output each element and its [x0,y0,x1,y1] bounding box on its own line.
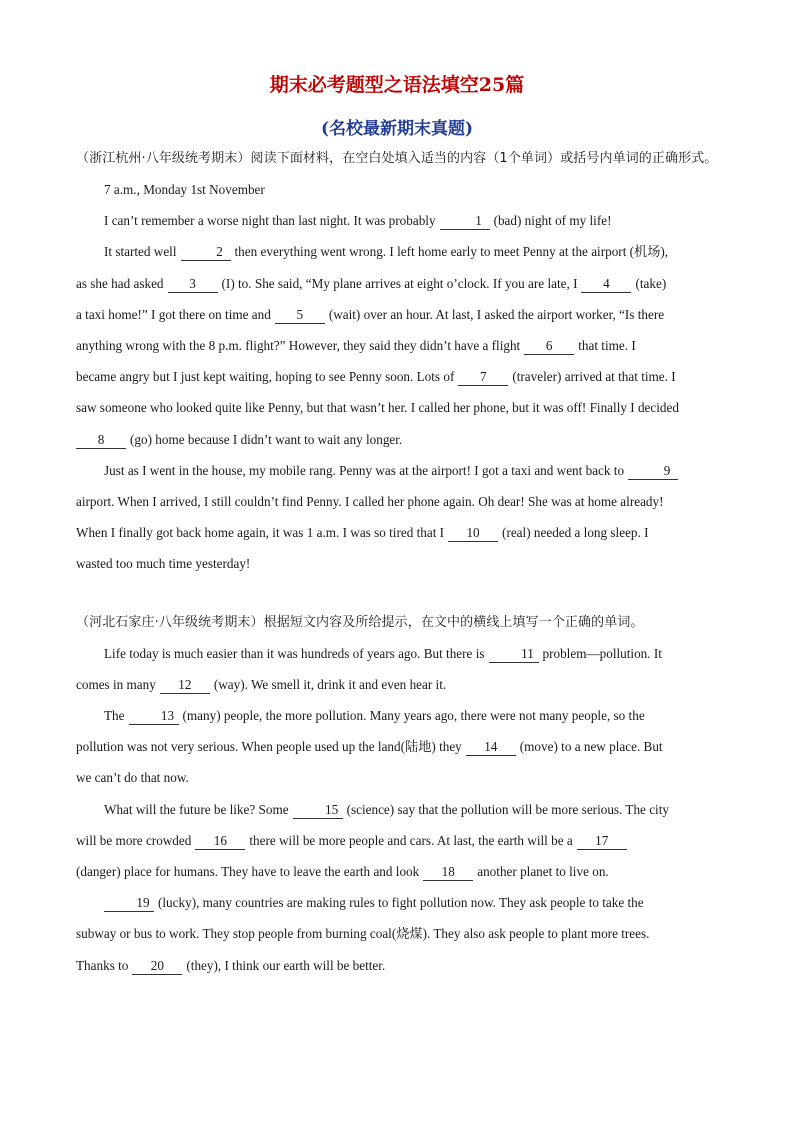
passage-line [76,299,718,330]
section2-passage [76,638,718,981]
passage-line [76,330,718,361]
passage-line [76,918,718,949]
blank-4[interactable]: 4 [581,276,631,293]
blank-17[interactable]: 17 [577,833,627,850]
text: (go) home because I didn’t want to wait any longer. [130,431,403,447]
blank-9[interactable]: 9 [628,463,678,480]
text: (science) say that the pollution will be more serious. The city [346,801,669,817]
blank-3[interactable]: 3 [168,276,218,293]
passage-line [76,548,718,579]
blank-8[interactable]: 8 [76,432,126,449]
section-gap [76,580,718,604]
passage-line [76,174,718,205]
blank-12[interactable]: 12 [160,677,210,694]
blank-19[interactable]: 19 [104,895,154,912]
text: problem—pollution. It [542,645,662,661]
text: It started well [104,244,177,260]
text: (lucky), many countries are making rules to fight pollution now. They ask people to take the [158,895,644,911]
text: Thanks to [76,957,129,973]
text: then everything went wrong. I left home early to meet Penny at the airport (机场), [234,244,669,260]
text: I can’t remember a worse night than last night. It was probably [104,213,436,229]
text: anything wrong with the 8 p.m. flight?” However, they said they didn’t have a flight [76,338,521,354]
text: there will be more people and cars. At last, the earth will be a [249,832,573,848]
text: airport. When I arrived, I still couldn’t find Penny. I called her phone again. Oh dear! She was at home already! [76,494,664,510]
blank-13[interactable]: 13 [129,708,179,725]
text: as she had asked [76,275,164,291]
blank-14[interactable]: 14 [466,739,516,756]
text: (danger) place for humans. They have to leave the earth and look [76,864,420,880]
text: What will the future be like? Some [104,801,289,817]
text: Just as I went in the house, my mobile rang. Penny was at the airport! I got a taxi and went back to [104,462,625,478]
passage-line [76,856,718,887]
passage-line [76,517,718,548]
text: (bad) night of my life! [493,213,612,229]
section1-passage [76,174,718,580]
date-line: 7 a.m., Monday 1st November [104,182,265,197]
text: (many) people, the more pollution. Many years ago, there were not many people, so the [182,708,645,724]
passage-line [76,700,718,731]
page-title: 期末必考题型之语法填空25篇 [269,74,525,96]
text: The [104,708,125,724]
text: another planet to live on. [477,864,609,880]
passage-line [76,455,718,486]
section1-instruction: （浙江杭州·八年级统考期末）阅读下面材料，在空白处填入适当的内容（1个单词）或括号内单词的正确形式。 [76,151,718,166]
text: (way). We smell it, drink it and even hear it. [213,676,447,692]
text: (wait) over an hour. At last, I asked the airport worker, “Is there [328,306,665,322]
passage-line [76,731,718,762]
passage-line [76,486,718,517]
blank-11[interactable]: 11 [489,646,539,663]
text: subway or bus to work. They stop people from burning coal(烧煤). They also ask people to plant more trees. [76,926,650,942]
blank-18[interactable]: 18 [423,864,473,881]
passage-line [76,825,718,856]
passage-line [76,392,718,423]
document-page [76,64,718,981]
text: wasted too much time yesterday! [76,556,251,572]
blank-5[interactable]: 5 [275,307,325,324]
blank-15[interactable]: 15 [293,802,343,819]
text: that time. I [578,338,636,354]
passage-line [76,762,718,793]
text: (move) to a new place. But [519,739,663,755]
passage-line [76,669,718,700]
passage-line [76,268,718,299]
text: saw someone who looked quite like Penny, but that wasn’t her. I called her phone, but it was off! Finally I decided [76,400,679,416]
passage-line [76,887,718,918]
text: (take) [635,275,667,291]
page-subtitle: (名校最新期末真题) [320,119,474,139]
passage-line [76,236,718,267]
blank-16[interactable]: 16 [195,833,245,850]
blank-7[interactable]: 7 [458,369,508,386]
section2-instruction: （河北石家庄·八年级统考期末）根据短文内容及所给提示，在文中的横线上填写一个正确的单词。 [76,614,644,630]
blank-20[interactable]: 20 [132,958,182,975]
text: we can’t do that now. [76,770,189,786]
text: (traveler) arrived at that time. I [512,369,676,385]
blank-10[interactable]: 10 [448,525,498,542]
blank-6[interactable]: 6 [524,338,574,355]
text: a taxi home!” I got there on time and [76,306,271,322]
text: became angry but I just kept waiting, hoping to see Penny soon. Lots of [76,369,455,385]
blank-1[interactable]: 1 [440,213,490,230]
text: will be more crowded [76,832,192,848]
passage-line [76,361,718,392]
blank-2[interactable]: 2 [181,244,231,261]
passage-line [76,638,718,669]
text: (they), I think our earth will be better. [186,957,386,973]
text: (real) needed a long sleep. I [502,525,649,541]
text: Life today is much easier than it was hundreds of years ago. But there is [104,645,485,661]
passage-line [76,424,718,455]
text: pollution was not very serious. When people used up the land(陆地) they [76,739,462,755]
text: comes in many [76,676,156,692]
text: (I) to. She said, “My plane arrives at eight o’clock. If you are late, I [221,275,578,291]
passage-line [76,950,718,981]
passage-line [76,205,718,236]
passage-line [76,794,718,825]
text: When I finally got back home again, it was 1 a.m. I was so tired that I [76,525,445,541]
